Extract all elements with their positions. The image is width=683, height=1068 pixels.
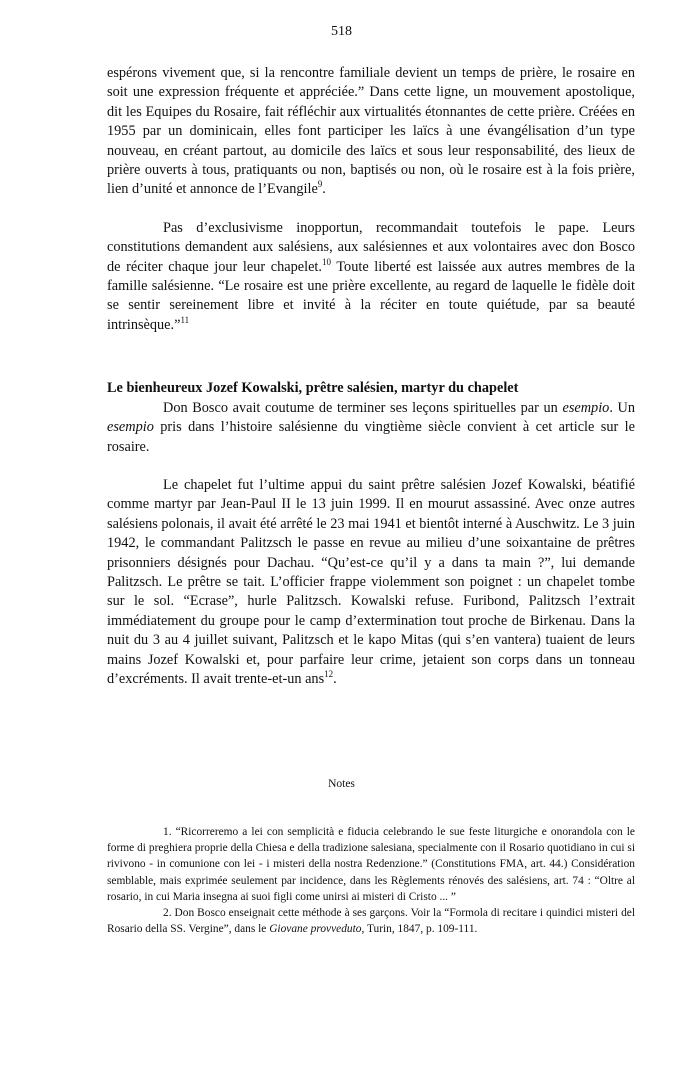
note-1: 1. “Ricorreremo a lei con semplicità e fiducia celebrando le sue feste liturgiche e onorandola con le forme di preghiera proprie della Chiesa e della tradizione salesiana, specialmente con il Rosario quotidiano in cui si rivivono - in comunione con lei - i misteri della nostra Redenzione.” (Constitutions FMA, art. 44.) Considération semblable, mais exprimée seulement par incidence, dans les Règlements rénovés des salésiens, art. 74 : “Oltre al rosario, in cui Maria insegna ai suoi figli come unirsi ai misteri di Cristo ... ” [107,826,635,903]
body-text [107,64,635,689]
footnote-ref-11: 11 [180,315,190,326]
paragraph-2: Pas d’exclusivisme inopportun, recommandait toutefois le pape. Leurs constitutions demandent aux salésiens, aux salésiennes et aux volontaires avec don Bosco de réciter chaque jour leur chapelet.$^{10}$ Toute liberté est laissée aux autres membres de la famille salésienne. “Le rosaire est une prière excellente, au regard de laquelle le fidèle doit se sentir sereinement libre et invité à la réciter en toute quiétude, par sa beauté intrinsèque.”$^{11}$ [107,219,636,333]
paragraph-3: Don Bosco avait coutume de terminer ses leçons spirituelles par un esempio. Un esempio pris dans l’histoire salésienne du vingtième siècle convient à cet article sur le rosaire. [107,399,636,455]
footnote-ref-12: 12 [324,669,334,680]
footnote-ref-9: 9 [317,179,323,190]
page-number: 518 [331,24,352,39]
footnote-ref-10: 10 [321,256,331,267]
notes-section [107,824,635,937]
paragraph-1: espérons vivement que, si la rencontre familiale devient un temps de prière, le rosaire en soit une expression fréquente et appréciée.” Dans cette ligne, un mouvement apostolique, dit les Equipes du Rosaire, fait réfléchir aux virtualités étonnantes de cette prière. Créées en 1955 par un dominicain, elles font participer les laïcs à une évangélisation d’un type nouveau, en créant partout, au domicile des laïcs et sous leur responsabilité, des lieux de prière ouverts à tous, pratiquants ou non, baptisés ou non, où le rosaire est à la fois prière, lien d’unité et annonce de l’Evangile$^9$. [107,65,635,198]
note-2: 2. Don Bosco enseignait cette méthode à ses garçons. Voir la “Formola di recitare i quindici misteri del Rosario della SS. Vergine”, dans le Giovane provveduto, Turin, 1847, p. 109-111. [107,907,635,936]
section-heading: Le bienheureux Jozef Kowalski, prêtre salésien, martyr du chapelet [107,380,519,397]
paragraph-4: Le chapelet fut l’ultime appui du saint prêtre salésien Jozef Kowalski, béatifié comme martyr par Jean-Paul II le 13 juin 1999. Il en mourut assassiné. Avec onze autres salésiens polonais, il avait été arrêté le 23 mai 1941 et bientôt interné à Auschwitz. Le 3 juin 1942, le commandant Palitzsch le passe en revue au milieu d’une soixantaine de prêtres prisonniers désignés pour Dachau. “Qu’est-ce qu’il y a dans ta main ?”, lui demande Palitzsch. Le prêtre se tait. L’officier frappe violemment son poignet : un chapelet tombe sur le sol. “Ecrase”, hurle Palitzsch. Kowalski refuse. Furibond, Palitzsch l’extrait immédiatement du groupe pour le camp d’extermination tout proche de Birkenau. Dans la nuit du 3 au 4 juillet suivant, Palitzsch et le kapo Mitas (qui s’en vantera) tuaient de leurs mains Jozef Kowalski et, pour parfaire leur crime, jetaient son corps dans un tonneau d’excréments. Il avait trente-et-un ans$^{12}$. [107,476,635,687]
notes-title: Notes [328,778,355,790]
